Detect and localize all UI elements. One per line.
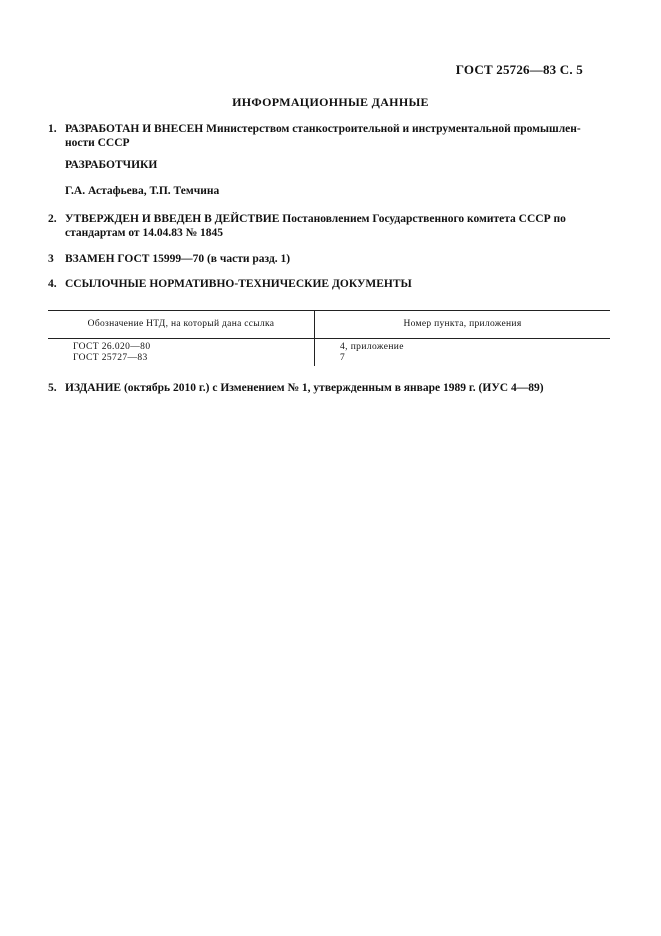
item-2-line2: стандартам от 14.04.83 № 1845 <box>65 227 224 239</box>
page-header-doc-ref: ГОСТ 25726—83 С. 5 <box>455 62 583 77</box>
item-2-line1: УТВЕРЖДЕН И ВВЕДЕН В ДЕЙСТВИЕ Постановлением Государственного комитета СССР по <box>65 213 566 225</box>
item-1-line2: ности СССР <box>65 137 130 149</box>
item-1 <box>48 122 596 150</box>
item-3-number: 3 <box>48 253 54 265</box>
table-header-rule <box>48 338 610 339</box>
developers-names: Г.А. Астафьева, Т.П. Темчина <box>65 185 220 197</box>
item-1-number: 1. <box>48 123 57 135</box>
table-top-rule <box>48 310 610 311</box>
item-1-line1: РАЗРАБОТАН И ВНЕСЕН Министерством станкостроительной и инструментальной промышлен- <box>65 123 581 135</box>
developers-heading: РАЗРАБОТЧИКИ <box>65 159 158 171</box>
table-row-2-ref: 7 <box>340 353 346 363</box>
item-4 <box>48 277 596 291</box>
table-row-2-ntd: ГОСТ 25727—83 <box>73 353 148 363</box>
item-3-line1: ВЗАМЕН ГОСТ 15999—70 (в части разд. 1) <box>65 253 291 265</box>
table-row-1-ref: 4, приложение <box>340 342 404 352</box>
table-row-1-ntd: ГОСТ 26.020—80 <box>73 342 151 352</box>
item-5-line1: ИЗДАНИЕ (октябрь 2010 г.) с Изменением № 1, утвержденным в январе 1989 г. (ИУС 4—89) <box>65 382 544 394</box>
table-header-ntd: Обозначение НТД, на который дана ссылка <box>87 319 275 329</box>
item-4-number: 4. <box>48 278 57 290</box>
item-5 <box>48 381 596 395</box>
table-header-ref: Номер пункта, приложения <box>403 319 522 329</box>
item-2-number: 2. <box>48 213 57 225</box>
section-title: ИНФОРМАЦИОННЫЕ ДАННЫЕ <box>232 95 429 109</box>
item-5-number: 5. <box>48 382 57 394</box>
item-2 <box>48 212 596 240</box>
item-4-line1: ССЫЛОЧНЫЕ НОРМАТИВНО-ТЕХНИЧЕСКИЕ ДОКУМЕНТЫ <box>65 278 412 290</box>
item-3 <box>48 252 596 266</box>
